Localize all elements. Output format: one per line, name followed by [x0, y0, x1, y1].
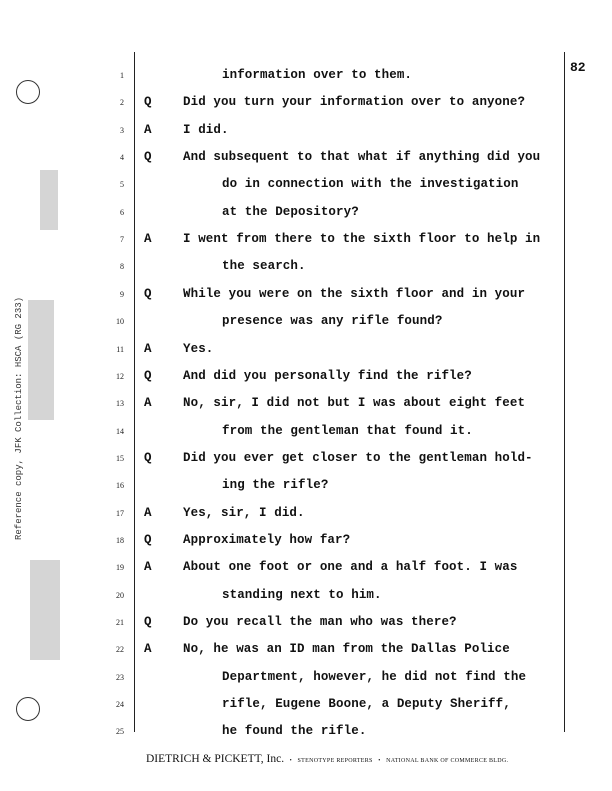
line-number: 4 — [120, 153, 124, 163]
footer-separator: • — [289, 758, 292, 764]
line-number: 7 — [120, 235, 124, 245]
transcript-text: And subsequent to that what if anything did you — [183, 150, 541, 165]
line-number: 24 — [116, 700, 124, 710]
line-number: 25 — [116, 727, 124, 737]
right-margin-rule — [564, 52, 565, 732]
punch-hole-bottom — [16, 697, 40, 721]
line-number: 23 — [116, 672, 124, 682]
line-number: 19 — [116, 563, 124, 573]
line-number: 9 — [120, 289, 124, 299]
speaker-label: A — [144, 122, 152, 137]
transcript-text: at the Depository? — [222, 204, 359, 219]
line-number: 11 — [116, 344, 124, 354]
transcript-text: Yes, sir, I did. — [183, 505, 305, 520]
transcript-text: information over to them. — [222, 68, 413, 82]
transcript-text: While you were on the sixth floor and in your — [183, 286, 526, 301]
line-number: 16 — [116, 481, 124, 491]
speaker-label: A — [144, 505, 152, 520]
transcript-text: Do you recall the man who was there? — [183, 615, 457, 629]
line-number: 18 — [116, 535, 124, 545]
speaker-label: Q — [144, 368, 152, 383]
transcript-text: Approximately how far? — [183, 532, 351, 547]
speaker-label: Q — [144, 286, 152, 301]
transcript-text: the search. — [222, 259, 306, 274]
line-number: 5 — [120, 180, 124, 190]
line-number: 10 — [116, 317, 124, 327]
left-margin-rule — [134, 52, 135, 732]
line-number: 2 — [120, 98, 124, 108]
transcript-text: Did you ever get closer to the gentleman hold- — [183, 450, 533, 465]
speaker-label: A — [144, 560, 152, 575]
footer — [146, 753, 508, 765]
line-number: 6 — [120, 207, 124, 217]
speaker-label: A — [144, 232, 152, 247]
speaker-label: A — [144, 642, 152, 657]
transcript-text: I did. — [183, 122, 229, 137]
transcript-text: presence was any rifle found? — [222, 314, 443, 329]
transcript-text: he found the rifle. — [222, 724, 367, 739]
line-number: 1 — [120, 71, 124, 80]
transcript-text: About one foot or one and a half foot. I was — [183, 560, 518, 575]
transcript-text: I went from there to the sixth floor to help in — [183, 232, 541, 247]
line-number: 12 — [116, 371, 124, 381]
transcript-text: Did you turn your information over to anyone? — [183, 95, 526, 110]
line-number: 3 — [120, 125, 124, 135]
transcript-text: No, sir, I did not but I was about eight feet — [183, 396, 526, 411]
footer-firm: DIETRICH & PICKETT, Inc. — [146, 753, 285, 765]
line-number: 20 — [116, 590, 124, 600]
speaker-label: Q — [144, 615, 152, 629]
transcript-text: Yes. — [183, 341, 214, 356]
line-number: 22 — [116, 645, 124, 655]
speaker-label: Q — [144, 450, 152, 465]
transcript-text: Department, however, he did not find the — [222, 669, 527, 684]
transcript-text: rifle, Eugene Boone, a Deputy Sheriff, — [222, 697, 511, 712]
page-number: 82 — [570, 60, 586, 75]
line-number: 15 — [116, 453, 124, 463]
speaker-label: A — [144, 341, 152, 356]
scan-noise — [28, 300, 54, 420]
speaker-label: Q — [144, 150, 152, 165]
speaker-label: Q — [144, 95, 152, 110]
transcript-text: from the gentleman that found it. — [222, 423, 473, 438]
side-margin-stamp: Reference copy, JFK Collection: HSCA (RG 233) — [14, 296, 24, 540]
speaker-label: A — [144, 396, 152, 411]
scan-noise — [30, 560, 60, 660]
line-number: 21 — [116, 618, 124, 627]
footer-service: STENOTYPE REPORTERS — [297, 758, 373, 764]
line-number: 14 — [116, 426, 124, 436]
footer-separator: • — [378, 758, 381, 764]
transcript-text: And did you personally find the rifle? — [183, 368, 472, 383]
transcript-text: do in connection with the investigation — [222, 177, 519, 192]
transcript-text: standing next to him. — [222, 587, 382, 602]
speaker-label: Q — [144, 532, 152, 547]
line-number: 17 — [116, 508, 124, 518]
punch-hole-top — [16, 80, 40, 104]
footer-address: NATIONAL BANK OF COMMERCE BLDG. — [386, 758, 509, 764]
scan-noise — [40, 170, 58, 230]
transcript-text: ing the rifle? — [222, 478, 329, 493]
line-number: 13 — [116, 399, 124, 409]
transcript-text: No, he was an ID man from the Dallas Police — [183, 642, 510, 657]
line-number: 8 — [120, 262, 124, 272]
